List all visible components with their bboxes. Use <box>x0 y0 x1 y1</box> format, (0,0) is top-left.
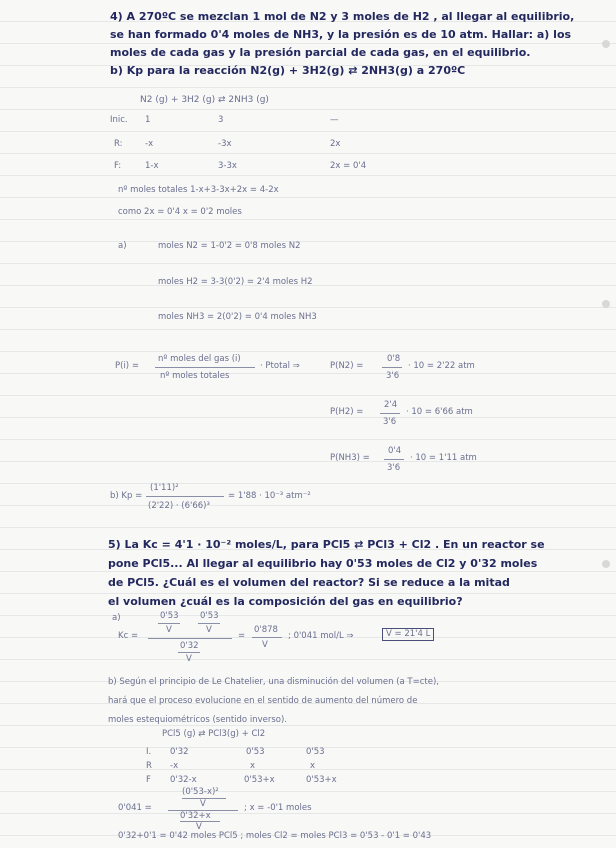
binder-hole <box>602 300 610 308</box>
fraction-bar <box>158 623 180 624</box>
ex4-pnh3-num: 0'4 <box>388 446 402 456</box>
ex4-pi-num: nº moles del gas (i) <box>158 354 241 364</box>
ex5-eq-den: 0'32+x <box>180 811 211 821</box>
ex4-cell: 3 <box>218 115 224 125</box>
ex4-solve-x: como 2x = 0'4 x = 0'2 moles <box>118 207 242 217</box>
ex4-cell: 3-3x <box>218 161 237 171</box>
ex4-row-label: Inic. <box>110 115 128 125</box>
ex4-pn2-den: 3'6 <box>386 371 400 381</box>
ex4-ph2-den: 3'6 <box>383 417 397 427</box>
ex5-cell: 0'53 <box>306 747 325 757</box>
ex4-pn2-num: 0'8 <box>387 354 401 364</box>
ex5-eq-num: (0'53-x)² <box>182 787 219 797</box>
ex5-cell: 0'53+x <box>306 775 337 785</box>
ex4-kp-den: (2'22) · (6'66)³ <box>148 501 210 511</box>
ex4-cell: — <box>330 115 339 125</box>
ex5-row-label: F <box>146 775 151 785</box>
ex4-moles-nh3: moles NH3 = 2(0'2) = 0'4 moles NH3 <box>158 312 317 322</box>
ex5-b-text: moles estequiométricos (sentido inverso). <box>108 715 287 725</box>
fraction-bar <box>155 367 255 368</box>
fraction-bar <box>252 637 282 638</box>
ex5-cell: -x <box>170 761 179 771</box>
ex4-moles-n2: moles N2 = 1-0'2 = 0'8 moles N2 <box>158 241 301 251</box>
ex4-statement-line: 4) A 270ºC se mezclan 1 mol de N2 y 3 moles de H2 , al llegar al equilibrio, <box>110 10 575 23</box>
ex5-cell: x <box>310 761 316 771</box>
ex4-pnh3-rhs: · 10 = 1'11 atm <box>410 453 477 463</box>
ex5-eq-rhs: ; x = -0'1 moles <box>244 803 312 813</box>
ex4-pi-den: nº moles totales <box>160 371 230 381</box>
ex5-cell: 0'32-x <box>170 775 197 785</box>
ex4-row-label: R: <box>114 139 123 149</box>
ex4-pi-lhs: P(i) = <box>115 361 139 371</box>
ex5-volume-result: V = 21'4 L <box>382 628 434 641</box>
ex4-ph2-num: 2'4 <box>384 400 398 410</box>
ex5-kc-num-b: 0'53 <box>200 611 219 621</box>
fraction-bar <box>198 623 220 624</box>
ex4-statement-line: se han formado 0'4 moles de NH3, y la presión es de 10 atm. Hallar: a) los <box>110 28 572 41</box>
ex4-cell: 1 <box>145 115 151 125</box>
ex5-kc-frac2-num: 0'878 <box>254 625 278 635</box>
ex4-statement-line: moles de cada gas y la presión parcial de cada gas, en el equilibrio. <box>110 46 531 59</box>
ex4-ph2-lhs: P(H2) = <box>330 407 364 417</box>
ex5-eq-num-den: V <box>200 799 206 809</box>
ex4-row-label: F: <box>114 161 122 171</box>
ex5-statement-line: 5) La Kc = 4'1 · 10⁻² moles/L, para PCl5 ⇄ PCl3 + Cl2 . En un reactor se <box>108 538 545 551</box>
ex5-cell: 0'53+x <box>244 775 275 785</box>
ex5-kc-frac2-den: V <box>262 640 268 650</box>
ex4-statement-line: b) Kp para la reacción N2(g) + 3H2(g) ⇄ 2NH3(g) a 270ºC <box>110 64 466 77</box>
ex5-b-text: hará que el proceso evolucione en el sentido de aumento del número de <box>108 696 418 706</box>
ex5-cell: 0'53 <box>246 747 265 757</box>
binder-hole <box>602 560 610 568</box>
ex5-cell: x <box>250 761 256 771</box>
ex4-kp-rhs: = 1'88 · 10⁻³ atm⁻² <box>228 491 311 501</box>
ex4-total-moles: nº moles totales 1-x+3-3x+2x = 4-2x <box>118 185 279 195</box>
ex5-statement-line: pone PCl5... Al llegar al equilibrio hay 0'53 moles de Cl2 y 0'32 moles <box>108 557 538 570</box>
fraction-bar <box>178 652 200 653</box>
ex5-final-composition: 0'32+0'1 = 0'42 moles PCl5 ; moles Cl2 = moles PCl3 = 0'53 - 0'1 = 0'43 <box>118 831 432 841</box>
ex4-part-a-label: a) <box>118 241 127 251</box>
ex5-kc-lhs: Kc = <box>118 631 139 641</box>
ex5-kc-equals: = <box>238 631 246 641</box>
ex4-cell: -3x <box>218 139 232 149</box>
ex5-b-text: b) Según el principio de Le Chatelier, una disminución del volumen (a T=cte), <box>108 677 439 687</box>
ex5-reaction: PCl5 (g) ⇄ PCl3(g) + Cl2 <box>162 729 266 739</box>
ex4-reaction: N2 (g) + 3H2 (g) ⇄ 2NH3 (g) <box>140 95 269 105</box>
ex4-kp-num: (1'11)² <box>150 483 179 493</box>
ex5-row-label: R <box>146 761 152 771</box>
ex5-statement-line: de PCl5. ¿Cuál es el volumen del reactor? Si se reduce a la mitad <box>108 576 510 589</box>
ex4-ph2-rhs: · 10 = 6'66 atm <box>406 407 473 417</box>
ex4-pn2-rhs: · 10 = 2'22 atm <box>408 361 475 371</box>
ex4-pn2-lhs: P(N2) = <box>330 361 364 371</box>
ex5-part-a-label: a) <box>112 613 121 623</box>
ex4-cell: -x <box>145 139 154 149</box>
ex5-kc-rhs: ; 0'041 mol/L ⇒ <box>288 631 354 641</box>
ex4-cell: 2x <box>330 139 341 149</box>
ex4-cell: 2x = 0'4 <box>330 161 367 171</box>
binder-hole <box>602 40 610 48</box>
ex4-pnh3-den: 3'6 <box>387 463 401 473</box>
fraction-bar <box>148 638 232 639</box>
ex5-kc-num-b-den: V <box>206 625 212 635</box>
ex5-eq-lhs: 0'041 = <box>118 803 152 813</box>
ex4-cell: 1-x <box>145 161 159 171</box>
ex5-cell: 0'32 <box>170 747 189 757</box>
ex5-kc-den: 0'32 <box>180 641 199 651</box>
ex5-statement-line: el volumen ¿cuál es la composición del gas en equilibrio? <box>108 595 463 608</box>
ex5-eq-den-den: V <box>196 822 202 832</box>
ex4-pi-rhs: · Ptotal ⇒ <box>260 361 300 371</box>
ex4-moles-h2: moles H2 = 3-3(0'2) = 2'4 moles H2 <box>158 277 313 287</box>
fraction-bar <box>384 459 404 460</box>
ex5-kc-den-den: V <box>186 654 192 664</box>
ex5-kc-num-a: 0'53 <box>160 611 179 621</box>
fraction-bar <box>380 413 400 414</box>
fraction-bar <box>146 496 224 497</box>
ex5-kc-num-a-den: V <box>166 625 172 635</box>
ex5-row-label: I. <box>146 747 152 757</box>
ex4-kp-lhs: b) Kp = <box>110 491 143 501</box>
fraction-bar <box>382 367 402 368</box>
ex4-pnh3-lhs: P(NH3) = <box>330 453 370 463</box>
